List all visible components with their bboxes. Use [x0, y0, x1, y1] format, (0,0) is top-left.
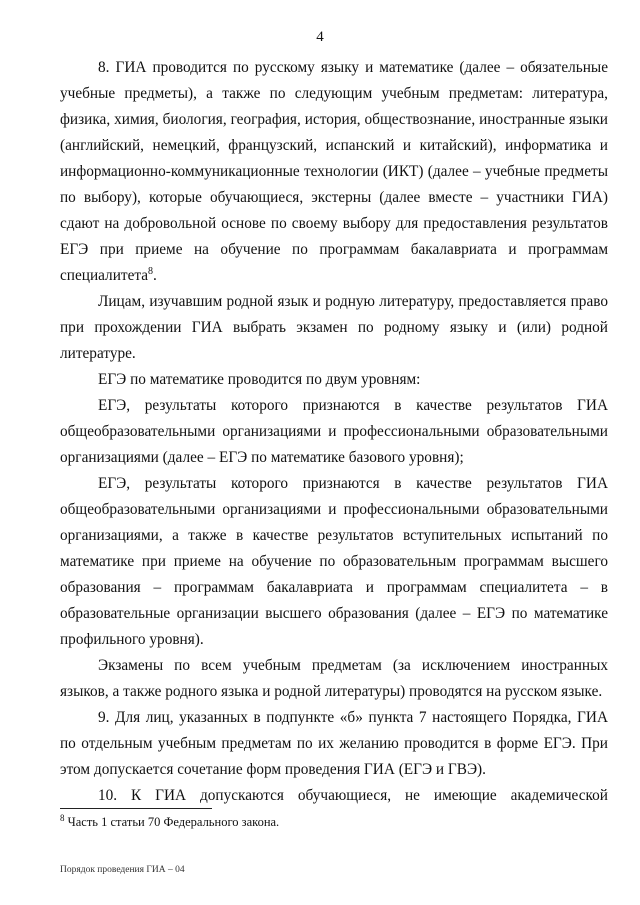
paragraph-8-end: .: [153, 267, 157, 284]
paragraph-math-profile: ЕГЭ, результаты которого признаются в качестве результатов ГИА общеобразовательными организациями и профессиональными образовательными организациями, а также в качестве результатов вступительных испытаний по математике при приеме на обучение по образовательным программам высшего образования – программам бакалавриата и программам специалитета – в образовательные организации высшего образования (далее – ЕГЭ по математике профильного уровня).: [60, 475, 608, 648]
paragraph-exam-language: Экзамены по всем учебным предметам (за исключением иностранных языков, а также родного языка и родной литературы) проводятся на русском языке.: [60, 657, 608, 700]
footnote-text: Часть 1 статьи 70 Федерального закона.: [67, 815, 280, 829]
paragraph-native-language: Лицам, изучавшим родной язык и родную литературу, предоставляется право при прохождении ГИА выбрать экзамен по родному языку и (или) родной литературе.: [60, 293, 608, 362]
footnote-number: 8: [60, 812, 65, 823]
footnote-reference[interactable]: 8: [148, 265, 154, 277]
page-number: 4: [316, 29, 324, 45]
paragraph-10: 10. К ГИА допускаются обучающиеся, не имеющие академической: [98, 787, 608, 804]
footnote-divider: [60, 808, 212, 809]
running-footer: Порядок проведения ГИА – 04: [60, 865, 185, 875]
paragraph-9: 9. Для лиц, указанных в подпункте «б» пункта 7 настоящего Порядка, ГИА по отдельным учебным предметам по их желанию проводится в форме ЕГЭ. При этом допускается сочетание форм проведения ГИА (ЕГЭ и ГВЭ).: [60, 709, 608, 778]
paragraph-math-basic: ЕГЭ, результаты которого признаются в качестве результатов ГИА общеобразовательными организациями и профессиональными образовательными организациями (далее – ЕГЭ по математике базового уровня);: [60, 397, 608, 466]
paragraph-8-text: 8. ГИА проводится по русскому языку и математике (далее – обязательные учебные предметы), а также по следующим учебным предметам: литература, физика, химия, биология, география, история, обществознание, иностранные языки (английский, немецкий, французский, испанский и китайский), информатика и информационно-коммуникационные технологии (ИКТ) (далее – учебные предметы по выбору), которые обучающиеся, экстерны (далее вместе – участники ГИА) сдают на добровольной основе по своему выбору для предоставления результатов ЕГЭ при приеме на обучение по программам бакалавриата и программам специалитета: [60, 59, 608, 284]
footnote: [60, 814, 608, 830]
body-text: [60, 55, 608, 809]
paragraph-8: [60, 55, 608, 289]
paragraph-math-levels: ЕГЭ по математике проводится по двум уровням:: [98, 371, 421, 388]
